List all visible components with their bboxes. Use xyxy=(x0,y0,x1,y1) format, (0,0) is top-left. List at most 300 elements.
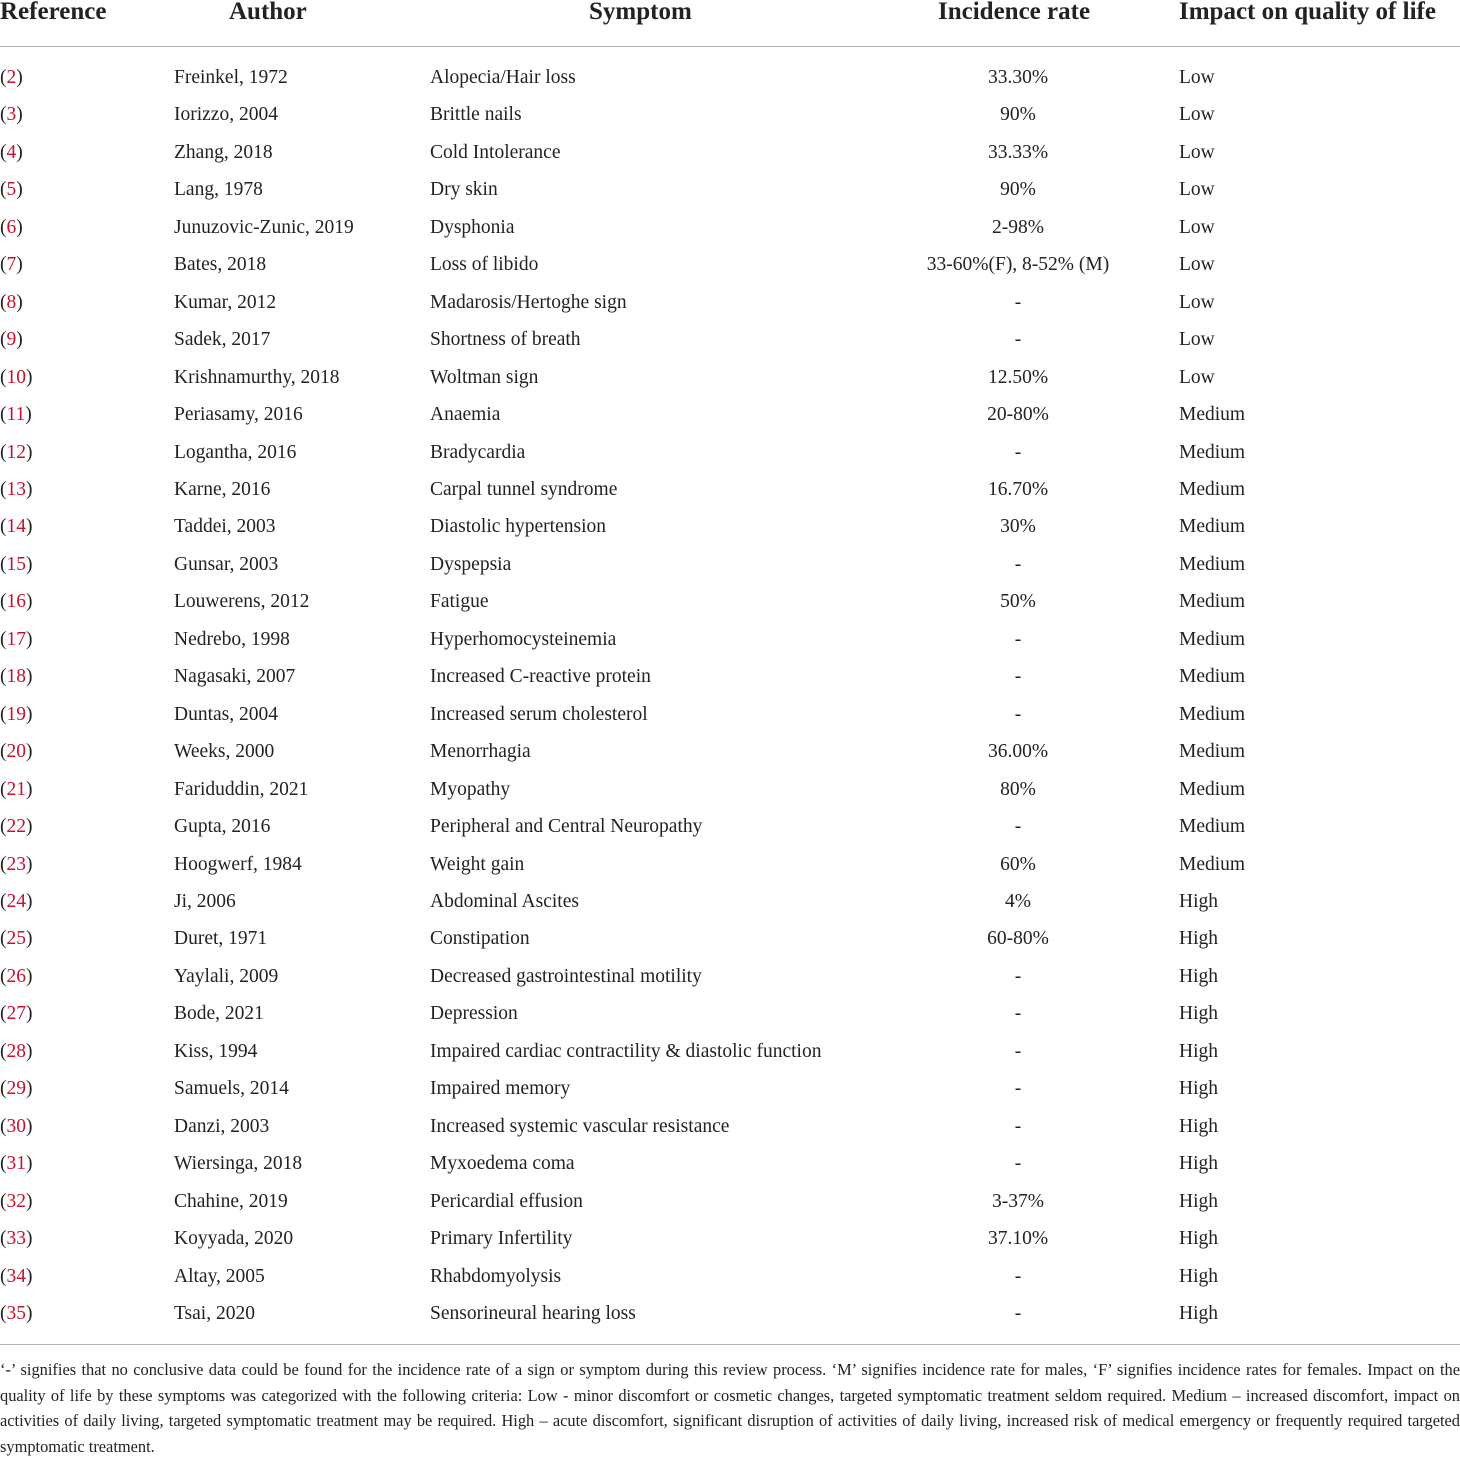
symptom-cell: Weight gain xyxy=(430,853,525,875)
incidence-rate-cell: 80% xyxy=(1000,778,1036,800)
reference-open-paren: ( xyxy=(0,890,7,912)
author-cell: Krishnamurthy, 2018 xyxy=(174,366,340,388)
impact-cell: High xyxy=(1179,1115,1218,1137)
reference-cell xyxy=(0,846,33,883)
reference-link[interactable]: 8 xyxy=(6,291,17,313)
reference-cell xyxy=(0,583,33,620)
incidence-rate-cell: 20-80% xyxy=(987,404,1049,426)
impact-cell: Medium xyxy=(1179,666,1246,688)
author-cell: Louwerens, 2012 xyxy=(174,591,310,613)
symptom-cell: Depression xyxy=(430,1003,518,1025)
reference-link[interactable]: 33 xyxy=(6,1228,26,1250)
author-cell: Junuzovic-Zunic, 2019 xyxy=(174,216,354,238)
reference-cell xyxy=(0,658,33,695)
reference-open-paren: ( xyxy=(0,816,7,838)
reference-open-paren: ( xyxy=(0,1228,7,1250)
impact-cell: Low xyxy=(1179,291,1215,313)
reference-cell xyxy=(0,284,23,321)
reference-cell xyxy=(0,96,23,133)
incidence-rate-cell: 36.00% xyxy=(987,741,1049,763)
author-cell: Sadek, 2017 xyxy=(174,329,271,351)
reference-link[interactable]: 32 xyxy=(6,1190,26,1212)
symptom-cell: Peripheral and Central Neuropathy xyxy=(430,816,703,838)
reference-open-paren: ( xyxy=(0,928,7,950)
reference-open-paren: ( xyxy=(0,516,7,538)
reference-link[interactable]: 34 xyxy=(6,1265,26,1287)
symptom-cell: Bradycardia xyxy=(430,441,526,463)
reference-close-paren: ) xyxy=(16,179,23,201)
reference-close-paren: ) xyxy=(16,291,23,313)
symptom-cell: Dyspepsia xyxy=(430,553,512,575)
reference-close-paren: ) xyxy=(26,1153,33,1175)
impact-cell: Low xyxy=(1179,216,1215,238)
symptom-cell: Menorrhagia xyxy=(430,741,531,763)
symptom-cell: Myxoedema coma xyxy=(430,1153,575,1175)
reference-cell xyxy=(0,771,33,808)
incidence-rate-cell: - xyxy=(1014,1115,1022,1137)
impact-cell: Medium xyxy=(1179,741,1246,763)
reference-close-paren: ) xyxy=(26,1265,33,1287)
incidence-rate-cell: - xyxy=(1014,291,1022,313)
reference-close-paren: ) xyxy=(26,1040,33,1062)
reference-open-paren: ( xyxy=(0,67,7,88)
incidence-rate-cell: - xyxy=(1014,703,1022,725)
incidence-rate-cell: - xyxy=(1014,1040,1022,1062)
reference-open-paren: ( xyxy=(0,666,7,688)
reference-open-paren: ( xyxy=(0,104,7,126)
reference-link[interactable]: 29 xyxy=(6,1078,26,1100)
symptom-cell: Brittle nails xyxy=(430,104,522,126)
author-cell: Nedrebo, 1998 xyxy=(174,628,290,650)
author-cell: Duntas, 2004 xyxy=(174,703,278,725)
author-cell: Gupta, 2016 xyxy=(174,816,271,838)
author-cell: Wiersinga, 2018 xyxy=(174,1153,303,1175)
author-cell: Bates, 2018 xyxy=(174,254,267,276)
reference-open-paren: ( xyxy=(0,1265,7,1287)
reference-link[interactable]: 19 xyxy=(6,703,26,725)
author-cell: Zhang, 2018 xyxy=(174,141,273,163)
table-row xyxy=(0,1295,1460,1332)
reference-cell xyxy=(0,508,33,545)
table-row xyxy=(0,471,1460,508)
impact-cell: Low xyxy=(1179,329,1215,351)
impact-cell: High xyxy=(1179,1003,1218,1025)
impact-cell: High xyxy=(1179,1153,1218,1175)
reference-link[interactable]: 20 xyxy=(6,741,26,763)
reference-link[interactable]: 26 xyxy=(6,965,26,987)
reference-link[interactable]: 18 xyxy=(6,666,26,688)
reference-link[interactable]: 30 xyxy=(6,1115,26,1137)
reference-link[interactable]: 11 xyxy=(6,404,26,426)
incidence-rate-cell: - xyxy=(1014,553,1022,575)
reference-open-paren: ( xyxy=(0,1040,7,1062)
reference-open-paren: ( xyxy=(0,404,7,426)
reference-open-paren: ( xyxy=(0,478,7,500)
table-header xyxy=(0,0,1460,46)
reference-close-paren: ) xyxy=(25,404,32,426)
author-cell: Danzi, 2003 xyxy=(174,1115,270,1137)
table-row xyxy=(0,1145,1460,1182)
reference-open-paren: ( xyxy=(0,141,7,163)
reference-link[interactable]: 23 xyxy=(6,853,26,875)
symptom-cell: Increased C-reactive protein xyxy=(430,666,651,688)
impact-cell: High xyxy=(1179,1190,1218,1212)
incidence-rate-cell: 4% xyxy=(1005,890,1031,912)
reference-close-paren: ) xyxy=(26,703,33,725)
table-row xyxy=(0,920,1460,957)
symptom-cell: Woltman sign xyxy=(430,366,539,388)
impact-cell: Medium xyxy=(1179,816,1246,838)
reference-open-paren: ( xyxy=(0,216,7,238)
impact-cell: Low xyxy=(1179,254,1215,276)
reference-close-paren: ) xyxy=(16,254,23,276)
table-row xyxy=(0,359,1460,396)
reference-link[interactable]: 15 xyxy=(6,553,26,575)
incidence-rate-cell: 2-98% xyxy=(992,216,1044,238)
reference-link[interactable]: 22 xyxy=(6,816,26,838)
reference-link[interactable]: 3 xyxy=(6,104,17,126)
reference-link[interactable]: 16 xyxy=(6,591,26,613)
reference-open-paren: ( xyxy=(0,1115,7,1137)
reference-close-paren: ) xyxy=(26,741,33,763)
incidence-rate-cell: - xyxy=(1014,1078,1022,1100)
reference-open-paren: ( xyxy=(0,703,7,725)
reference-open-paren: ( xyxy=(0,254,7,276)
reference-close-paren: ) xyxy=(26,441,33,463)
reference-link[interactable]: 25 xyxy=(6,928,26,950)
incidence-rate-cell: - xyxy=(1014,329,1022,351)
author-cell: Kiss, 1994 xyxy=(174,1040,258,1062)
incidence-rate-cell: - xyxy=(1014,628,1022,650)
impact-cell: Low xyxy=(1179,141,1215,163)
reference-close-paren: ) xyxy=(26,516,33,538)
author-cell: Iorizzo, 2004 xyxy=(174,104,278,126)
incidence-rate-cell: 33-60%(F), 8-52% (M) xyxy=(926,254,1110,276)
reference-cell xyxy=(0,1145,33,1182)
incidence-rate-cell: 33.33% xyxy=(987,141,1049,163)
reference-cell xyxy=(0,920,33,957)
symptom-cell: Sensorineural hearing loss xyxy=(430,1302,636,1324)
symptom-cell: Cold Intolerance xyxy=(430,141,561,163)
impact-cell: Medium xyxy=(1179,516,1246,538)
reference-cell xyxy=(0,995,33,1032)
reference-link[interactable]: 28 xyxy=(6,1040,26,1062)
impact-cell: High xyxy=(1179,1228,1218,1250)
author-cell: Samuels, 2014 xyxy=(174,1078,289,1100)
reference-open-paren: ( xyxy=(0,965,7,987)
reference-cell xyxy=(0,396,32,433)
reference-open-paren: ( xyxy=(0,778,7,800)
reference-close-paren: ) xyxy=(26,1003,33,1025)
symptom-cell: Primary Infertility xyxy=(430,1228,573,1250)
symptom-cell: Hyperhomocysteinemia xyxy=(430,628,617,650)
table-row xyxy=(0,658,1460,695)
reference-cell xyxy=(0,733,33,770)
reference-close-paren: ) xyxy=(16,329,23,351)
impact-cell: High xyxy=(1179,965,1218,987)
symptom-cell: Carpal tunnel syndrome xyxy=(430,478,618,500)
reference-link[interactable]: 13 xyxy=(6,478,26,500)
reference-cell xyxy=(0,621,33,658)
reference-close-paren: ) xyxy=(26,628,33,650)
table-row xyxy=(0,1108,1460,1145)
incidence-rate-cell: 90% xyxy=(1000,104,1036,126)
incidence-rate-cell: 37.10% xyxy=(987,1228,1049,1250)
reference-cell xyxy=(0,1258,33,1295)
impact-cell: High xyxy=(1179,928,1218,950)
reference-open-paren: ( xyxy=(0,1153,7,1175)
reference-close-paren: ) xyxy=(26,928,33,950)
reference-open-paren: ( xyxy=(0,853,7,875)
author-cell: Lang, 1978 xyxy=(174,179,263,201)
reference-close-paren: ) xyxy=(26,478,33,500)
reference-link[interactable]: 6 xyxy=(6,216,17,238)
reference-open-paren: ( xyxy=(0,1302,7,1324)
reference-cell xyxy=(0,209,23,246)
header-symptom: Symptom xyxy=(589,0,692,25)
table-row xyxy=(0,583,1460,620)
author-cell: Kumar, 2012 xyxy=(174,291,277,313)
impact-cell: High xyxy=(1179,1265,1218,1287)
symptom-cell: Pericardial effusion xyxy=(430,1190,583,1212)
reference-open-paren: ( xyxy=(0,1078,7,1100)
reference-open-paren: ( xyxy=(0,329,7,351)
reference-close-paren: ) xyxy=(26,816,33,838)
reference-cell xyxy=(0,171,23,208)
reference-link[interactable]: 7 xyxy=(6,254,17,276)
table-row xyxy=(0,1220,1460,1257)
impact-cell: High xyxy=(1179,890,1218,912)
reference-cell xyxy=(0,696,33,733)
reference-close-paren: ) xyxy=(16,67,23,88)
reference-open-paren: ( xyxy=(0,1190,7,1212)
impact-cell: Medium xyxy=(1179,703,1246,725)
reference-cell xyxy=(0,546,33,583)
reference-link[interactable]: 9 xyxy=(6,329,17,351)
incidence-rate-cell: - xyxy=(1014,1265,1022,1287)
reference-close-paren: ) xyxy=(26,853,33,875)
reference-close-paren: ) xyxy=(26,1190,33,1212)
reference-close-paren: ) xyxy=(26,965,33,987)
header-reference: Reference xyxy=(0,0,107,25)
symptom-cell: Myopathy xyxy=(430,778,511,800)
reference-link[interactable]: 12 xyxy=(6,441,26,463)
table-bottom-divider xyxy=(0,1344,1460,1345)
table-row xyxy=(0,621,1460,658)
author-cell: Gunsar, 2003 xyxy=(174,553,279,575)
impact-cell: Medium xyxy=(1179,404,1246,426)
table-row xyxy=(0,134,1460,171)
symptom-cell: Anaemia xyxy=(430,404,501,426)
reference-close-paren: ) xyxy=(26,778,33,800)
reference-cell xyxy=(0,1108,33,1145)
symptom-cell: Abdominal Ascites xyxy=(430,890,579,912)
author-cell: Yaylali, 2009 xyxy=(174,965,279,987)
symptom-cell: Fatigue xyxy=(430,591,489,613)
reference-cell xyxy=(0,1033,33,1070)
author-cell: Fariduddin, 2021 xyxy=(174,778,309,800)
incidence-rate-cell: - xyxy=(1014,1153,1022,1175)
author-cell: Freinkel, 1972 xyxy=(174,67,288,88)
reference-cell xyxy=(0,1295,33,1332)
header-author: Author xyxy=(229,0,307,25)
table-row xyxy=(0,808,1460,845)
reference-close-paren: ) xyxy=(16,104,23,126)
table-row xyxy=(0,284,1460,321)
author-cell: Tsai, 2020 xyxy=(174,1302,255,1324)
reference-close-paren: ) xyxy=(26,1302,33,1324)
reference-open-paren: ( xyxy=(0,1003,7,1025)
author-cell: Hoogwerf, 1984 xyxy=(174,853,302,875)
author-cell: Ji, 2006 xyxy=(174,890,236,912)
symptom-cell: Shortness of breath xyxy=(430,329,581,351)
incidence-rate-cell: 3-37% xyxy=(992,1190,1044,1212)
reference-close-paren: ) xyxy=(26,553,33,575)
author-cell: Altay, 2005 xyxy=(174,1265,265,1287)
reference-cell xyxy=(0,321,23,358)
author-cell: Nagasaki, 2007 xyxy=(174,666,296,688)
impact-cell: Low xyxy=(1179,366,1215,388)
reference-open-paren: ( xyxy=(0,179,7,201)
reference-close-paren: ) xyxy=(26,890,33,912)
table-row xyxy=(0,733,1460,770)
symptom-cell: Madarosis/Hertoghe sign xyxy=(430,291,627,313)
incidence-rate-cell: 60-80% xyxy=(987,928,1049,950)
incidence-rate-cell: 60% xyxy=(1000,853,1036,875)
symptom-cell: Impaired memory xyxy=(430,1078,571,1100)
reference-open-paren: ( xyxy=(0,291,7,313)
incidence-rate-cell: - xyxy=(1014,816,1022,838)
author-cell: Duret, 1971 xyxy=(174,928,268,950)
reference-open-paren: ( xyxy=(0,553,7,575)
reference-link[interactable]: 24 xyxy=(6,890,26,912)
incidence-rate-cell: - xyxy=(1014,666,1022,688)
reference-link[interactable]: 17 xyxy=(6,628,26,650)
reference-close-paren: ) xyxy=(26,666,33,688)
symptom-cell: Constipation xyxy=(430,928,530,950)
symptom-cell: Diastolic hypertension xyxy=(430,516,607,538)
reference-open-paren: ( xyxy=(0,591,7,613)
reference-cell xyxy=(0,808,33,845)
reference-link[interactable]: 21 xyxy=(6,778,26,800)
author-cell: Logantha, 2016 xyxy=(174,441,297,463)
symptom-cell: Alopecia/Hair loss xyxy=(430,67,576,88)
reference-link[interactable]: 14 xyxy=(6,516,26,538)
reference-link[interactable]: 10 xyxy=(6,366,26,388)
reference-link[interactable]: 2 xyxy=(6,67,17,88)
table-row xyxy=(0,546,1460,583)
table-row xyxy=(0,995,1460,1032)
table-row xyxy=(0,771,1460,808)
table-row xyxy=(0,1070,1460,1107)
reference-link[interactable]: 35 xyxy=(6,1302,26,1324)
author-cell: Chahine, 2019 xyxy=(174,1190,288,1212)
impact-cell: Medium xyxy=(1179,553,1246,575)
reference-close-paren: ) xyxy=(16,216,23,238)
table-row xyxy=(0,1183,1460,1220)
impact-cell: High xyxy=(1179,1078,1218,1100)
reference-cell xyxy=(0,958,33,995)
reference-open-paren: ( xyxy=(0,741,7,763)
impact-cell: Medium xyxy=(1179,628,1246,650)
impact-cell: High xyxy=(1179,1302,1218,1324)
reference-cell xyxy=(0,59,23,96)
table-row xyxy=(0,958,1460,995)
impact-cell: Low xyxy=(1179,67,1215,88)
header-incidence-rate: Incidence rate xyxy=(938,0,1091,25)
reference-cell xyxy=(0,1220,33,1257)
impact-cell: Low xyxy=(1179,104,1215,126)
symptom-cell: Dysphonia xyxy=(430,216,515,238)
table-row xyxy=(0,846,1460,883)
author-cell: Koyyada, 2020 xyxy=(174,1228,294,1250)
header-divider xyxy=(0,46,1460,47)
reference-close-paren: ) xyxy=(26,1228,33,1250)
reference-close-paren: ) xyxy=(26,591,33,613)
reference-close-paren: ) xyxy=(16,141,23,163)
reference-cell xyxy=(0,1070,33,1107)
author-cell: Taddei, 2003 xyxy=(174,516,276,538)
symptom-cell: Increased systemic vascular resistance xyxy=(430,1115,730,1137)
table-row xyxy=(0,1258,1460,1295)
incidence-rate-cell: 30% xyxy=(1000,516,1036,538)
reference-open-paren: ( xyxy=(0,441,7,463)
incidence-rate-cell: 33.30% xyxy=(987,67,1049,88)
reference-close-paren: ) xyxy=(26,1115,33,1137)
reference-cell xyxy=(0,134,23,171)
reference-cell xyxy=(0,434,33,471)
reference-link[interactable]: 5 xyxy=(6,179,17,201)
table-row xyxy=(0,209,1460,246)
table-row xyxy=(0,246,1460,283)
author-cell: Bode, 2021 xyxy=(174,1003,264,1025)
impact-cell: Medium xyxy=(1179,478,1246,500)
author-cell: Periasamy, 2016 xyxy=(174,404,303,426)
reference-close-paren: ) xyxy=(26,1078,33,1100)
reference-open-paren: ( xyxy=(0,366,7,388)
incidence-rate-cell: 12.50% xyxy=(987,366,1049,388)
impact-cell: High xyxy=(1179,1040,1218,1062)
reference-cell xyxy=(0,471,33,508)
impact-cell: Low xyxy=(1179,179,1215,201)
reference-link[interactable]: 4 xyxy=(6,141,17,163)
table-row xyxy=(0,321,1460,358)
table-row xyxy=(0,171,1460,208)
reference-cell xyxy=(0,246,23,283)
reference-link[interactable]: 27 xyxy=(6,1003,26,1025)
symptom-cell: Impaired cardiac contractility & diastolic function xyxy=(430,1040,822,1062)
reference-cell xyxy=(0,359,33,396)
incidence-rate-cell: 90% xyxy=(1000,179,1036,201)
incidence-rate-cell: 50% xyxy=(1000,591,1036,613)
symptom-cell: Decreased gastrointestinal motility xyxy=(430,965,702,987)
reference-cell xyxy=(0,883,33,920)
reference-close-paren: ) xyxy=(26,366,33,388)
symptom-cell: Increased serum cholesterol xyxy=(430,703,648,725)
reference-link[interactable]: 31 xyxy=(6,1153,26,1175)
impact-cell: Medium xyxy=(1179,441,1246,463)
incidence-rate-cell: 16.70% xyxy=(987,478,1049,500)
symptom-cell: Rhabdomyolysis xyxy=(430,1265,562,1287)
author-cell: Karne, 2016 xyxy=(174,478,271,500)
reference-cell xyxy=(0,1183,33,1220)
incidence-rate-cell: - xyxy=(1014,965,1022,987)
incidence-rate-cell: - xyxy=(1014,441,1022,463)
table-row xyxy=(0,1033,1460,1070)
table-row xyxy=(0,59,1460,96)
symptom-cell: Loss of libido xyxy=(430,254,539,276)
impact-cell: Medium xyxy=(1179,853,1246,875)
